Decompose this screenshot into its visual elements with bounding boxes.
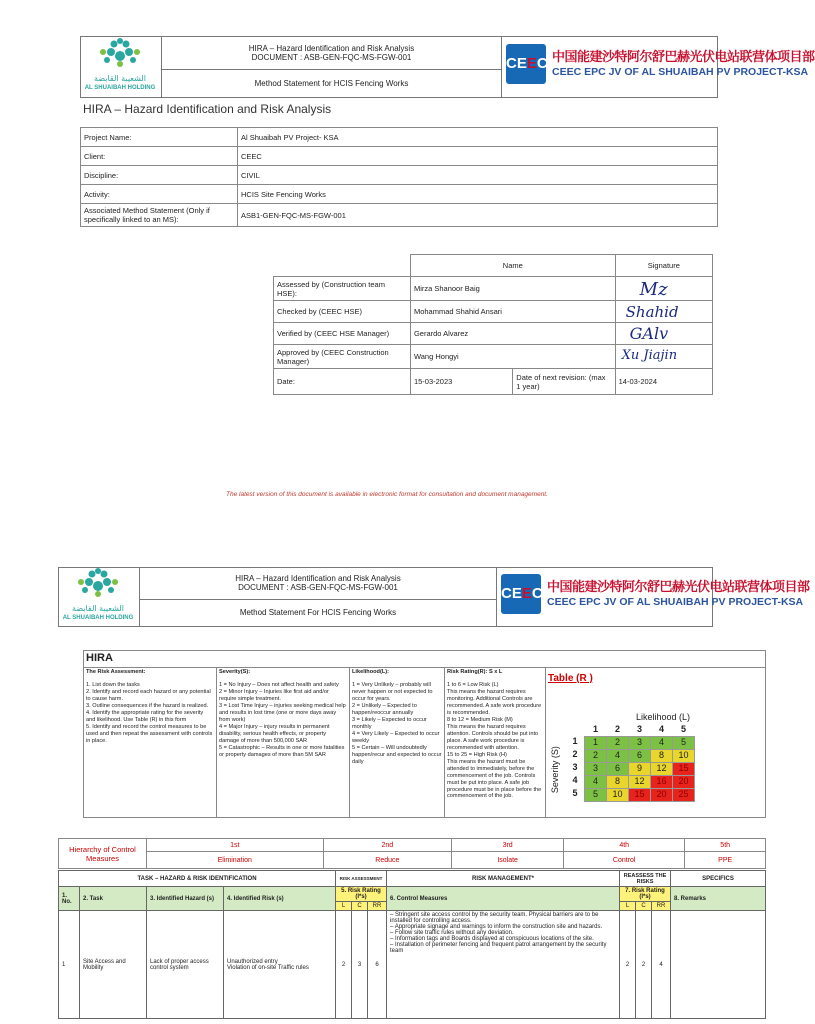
matrix-cell: 8 (607, 775, 629, 788)
row-hazard: Lack of proper access control system (147, 911, 224, 1019)
matrix-col-header: 3 (636, 723, 642, 734)
risk-management-header: RISK MANAGEMENT* (387, 871, 620, 887)
rating-title: Risk Rating(R): S x L (447, 668, 503, 675)
approval-name: Gerardo Alvarez (410, 323, 615, 345)
risk-step: 3. Outline consequences if the hazard is realized. (86, 702, 209, 709)
risk-assessment-header: RISK ASSESSMENT (336, 871, 387, 887)
matrix-cell: 6 (629, 749, 651, 762)
specifics-header: SPECIFICS (671, 871, 766, 887)
document-title (162, 37, 502, 70)
signature-header: Signature (615, 255, 712, 277)
row-no: 1 (59, 911, 80, 1019)
likelihood-text: 1 = Very Unlikely – probably will never happen or not expected to occur for years. 2 = Unlikely – Expected to happen/reoccur annually 3 = Likely – Expected to occur monthly 4 = Very Likely – Expected to occur weekly 5 = Certain – Will undoubtedly happen/recur and expected to occur daily (352, 681, 442, 765)
col-l: L (336, 902, 352, 911)
approval-name: Mirza Shanoor Baig (410, 277, 615, 301)
row-rr2: 4 (652, 911, 671, 1019)
activity-value: HCIS Site Fencing Works (238, 185, 718, 204)
approval-name: Mohammad Shahid Ansari (410, 301, 615, 323)
approval-row (274, 345, 713, 369)
date-row (274, 369, 713, 395)
hierarchy-level: Reduce (323, 852, 452, 869)
approval-row (274, 301, 713, 323)
row-rr: 6 (368, 911, 387, 1019)
matrix-row-header: 1 (572, 736, 578, 747)
row-task: Site Access and Mobility (80, 911, 147, 1019)
project-label: Project Name: (81, 128, 238, 147)
project-value: Al Shuaibah PV Project- KSA (238, 128, 718, 147)
hierarchy-level: Isolate (452, 852, 564, 869)
likelihood-cell (350, 667, 445, 817)
col-no: 1. No. (59, 887, 80, 911)
activity-row (81, 185, 718, 204)
col-rating: 5. Risk Rating (I*s) (336, 887, 387, 902)
col-c: C (636, 902, 652, 911)
control-item: – Follow site traffic rules without any deviation. (390, 930, 514, 936)
col-rr: RR (652, 902, 671, 911)
matrix-cell: 25 (673, 788, 695, 801)
ceec-logo-block (497, 568, 810, 627)
control-item: – Stringent site access control by the security team. Physical barriers are to be installed for controlling access. (390, 912, 599, 924)
col-hazard: 3. Identified Hazard (s) (147, 887, 224, 911)
row-c2: 2 (636, 911, 652, 1019)
page1-heading: HIRA – Hazard Identification and Risk Analysis (83, 102, 332, 116)
row-c: 3 (352, 911, 368, 1019)
hierarchy-order: 4th (564, 839, 685, 852)
project-row (81, 128, 718, 147)
matrix-cell: 15 (629, 788, 651, 801)
footer-note: The latest version of this document is available in electronic format for consultation and document management. (226, 491, 548, 498)
ceec-chinese-name: 中国能建沙特阿尔舒巴赫光伏电站联营体项目部 (552, 50, 815, 65)
matrix-cell: 9 (629, 762, 651, 775)
client-value: CEEC (238, 147, 718, 166)
next-revision-label: Date of next revision: (max 1 year) (513, 369, 615, 395)
table-r-cell (546, 667, 766, 817)
likelihood-title: Likelihood(L): (352, 668, 389, 675)
matrix-col-header: 2 (614, 723, 620, 734)
risk-step: 1. List down the tasks (86, 681, 140, 688)
matrix-col-header: 4 (658, 723, 664, 734)
risk-assessment-title: The Risk Assessment: (86, 668, 146, 675)
signature-cell (615, 277, 712, 301)
signature-cell (615, 345, 712, 369)
date-value: 15-03-2023 (410, 369, 512, 395)
flower-logo-icon (81, 38, 159, 78)
activity-label: Activity: (81, 185, 238, 204)
hierarchy-level: Control (564, 852, 685, 869)
signature: Mz (639, 279, 668, 300)
matrix-cell: 12 (651, 762, 673, 775)
approval-role: Assessed by (Construction team HSE): (274, 277, 411, 301)
col-rerating: 7. Risk Rating (I*s) (620, 887, 671, 902)
col-risk: 4. Identified Risk (s) (224, 887, 336, 911)
logo-english-text: AL SHUAIBAH HOLDING (84, 85, 156, 91)
col-controls: 6. Control Measures (387, 887, 620, 911)
matrix-cell: 10 (673, 749, 695, 762)
ceec-english-name: CEEC EPC JV OF AL SHUAIBAH PV PROJECT-KSA (552, 66, 809, 78)
logo-arabic-text: الشعيبة القابضة (94, 74, 146, 83)
row-remarks (671, 911, 766, 1019)
hierarchy-order: 3rd (452, 839, 564, 852)
signature: Shahid (625, 303, 679, 321)
matrix-cell: 3 (629, 736, 651, 749)
row-risk: Unauthorized entry Violation of on-site Traffic rules (224, 911, 336, 1019)
task-risk-table (58, 870, 766, 1019)
page2-header (58, 567, 810, 627)
row-l: 2 (336, 911, 352, 1019)
matrix-col-header: 5 (680, 723, 686, 734)
matrix-cell: 5 (585, 788, 607, 801)
title-line1: HIRA – Hazard Identification and Risk Analysis (248, 43, 415, 53)
signature: Xu Jiajin (621, 348, 678, 363)
title-line2: DOCUMENT : ASB-GEN-FQC-MS-FGW-001 (251, 52, 412, 62)
risk-step: 2. Identify and record each hazard or any potential to cause harm. (86, 688, 211, 702)
document-subtitle: Method Statement For HCIS Fencing Works (140, 599, 497, 626)
al-shuaibah-logo (81, 37, 162, 98)
logo-arabic-text: الشعيبة القابضة (72, 604, 124, 613)
logo-english-text: AL SHUAIBAH HOLDING (62, 615, 134, 621)
rating-text: 1 to 6 = Low Risk (L) This means the hazard requires monitoring. Additional Controls are recommended. A safe work procedure is recommended. 8 to 12 = Medium Risk (M) This means the hazard requires attention. Controls should be put into place. A safe work procedure is recommended with attention. 15 to 25 = High Risk (H) This means the hazard must be attended to immediately, before the commencement of the job. Controls must be put into place. A safe job procedure must be in place before the commencement of the job. (447, 681, 542, 800)
severity-cell (217, 667, 350, 817)
matrix-row-header: 5 (572, 788, 578, 799)
signature: GAlv (629, 324, 669, 343)
approvals-table (273, 254, 713, 395)
rating-cell (445, 667, 546, 817)
approval-name: Wang Hongyi (410, 345, 615, 369)
row-controls (387, 911, 620, 1019)
matrix-cell: 16 (651, 775, 673, 788)
client-row (81, 147, 718, 166)
matrix-cell: 10 (607, 788, 629, 801)
col-l: L (620, 902, 636, 911)
task-header: TASK – HAZARD & RISK IDENTIFICATION (59, 871, 336, 887)
risk-matrix (566, 724, 695, 802)
discipline-row (81, 166, 718, 185)
next-revision-value: 14-03-2024 (615, 369, 712, 395)
approval-row (274, 277, 713, 301)
hierarchy-order: 5th (685, 839, 766, 852)
hierarchy-of-controls (58, 838, 766, 869)
hierarchy-level: PPE (685, 852, 766, 869)
matrix-cell: 4 (651, 736, 673, 749)
risk-step: 4. Identify the appropriate rating for the severity and likelihood. Use Table (R) in this form (86, 709, 204, 723)
reassess-header: REASSESS THE RISKS (620, 871, 671, 887)
signature-cell (615, 301, 712, 323)
severity-axis-label: Severity (S) (549, 745, 560, 793)
table-row (59, 911, 766, 1019)
approval-role: Approved by (CEEC Construction Manager) (274, 345, 411, 369)
al-shuaibah-logo (59, 568, 140, 627)
matrix-cell: 3 (585, 762, 607, 775)
matrix-cell: 20 (673, 775, 695, 788)
matrix-cell: 5 (673, 736, 695, 749)
table-r-title: Table (R ) (548, 672, 593, 684)
col-task: 2. Task (80, 887, 147, 911)
document-subtitle: Method Statement for HCIS Fencing Works (162, 69, 502, 97)
project-info-table (80, 127, 718, 227)
control-item: – Installation of perimeter fencing and frequent patrol arrangement by the security team (390, 942, 607, 954)
hierarchy-label: Hierarchy of Control Measures (59, 839, 147, 869)
hira-info-table (83, 650, 766, 818)
approval-role: Verified by (CEEC HSE Manager) (274, 323, 411, 345)
matrix-cell: 4 (607, 749, 629, 762)
col-rr: RR (368, 902, 387, 911)
risk-assessment-cell (84, 667, 217, 817)
row-l2: 2 (620, 911, 636, 1019)
ceec-chinese-name: 中国能建沙特阿尔舒巴赫光伏电站联营体项目部 (547, 580, 810, 595)
date-label: Date: (274, 369, 411, 395)
title-line1: HIRA – Hazard Identification and Risk Analysis (235, 574, 401, 584)
client-label: Client: (81, 147, 238, 166)
risk-step: 5. Identify and record the control measures to be used and then repeat the assessment with controls in place. (86, 723, 213, 744)
matrix-cell: 12 (629, 775, 651, 788)
matrix-cell: 15 (673, 762, 695, 775)
matrix-cell: 6 (607, 762, 629, 775)
discipline-value: CIVIL (238, 166, 718, 185)
approval-role: Checked by (CEEC HSE) (274, 301, 411, 323)
col-remarks: 8. Remarks (671, 887, 766, 911)
matrix-cell: 20 (651, 788, 673, 801)
page1-header (80, 36, 815, 98)
matrix-cell: 1 (585, 736, 607, 749)
method-statement-label: Associated Method Statement (Only if specifically linked to an MS): (81, 204, 238, 227)
matrix-col-header: 1 (592, 723, 598, 734)
matrix-row-header: 2 (572, 749, 578, 760)
col-c: C (352, 902, 368, 911)
hierarchy-level: Elimination (147, 852, 324, 869)
matrix-cell: 2 (607, 736, 629, 749)
ceec-english-name: CEEC EPC JV OF AL SHUAIBAH PV PROJECT-KSA (547, 596, 804, 608)
matrix-row-header: 4 (572, 775, 578, 786)
ceec-logo-block (502, 37, 815, 98)
matrix-row-header: 3 (572, 762, 578, 773)
matrix-cell: 4 (585, 775, 607, 788)
hierarchy-order: 2nd (323, 839, 452, 852)
name-header: Name (410, 255, 615, 277)
hira-title: HIRA (84, 651, 766, 668)
method-statement-row (81, 204, 718, 227)
likelihood-axis-label: Likelihood (L) (636, 711, 691, 722)
title-line2: DOCUMENT : ASB-GEN-FQC-MS-FGW-001 (238, 583, 398, 593)
signature-cell (615, 323, 712, 345)
document-title (140, 568, 497, 600)
flower-logo-icon (59, 568, 137, 608)
blank-cell (274, 255, 411, 277)
control-item: – Appropriate signage and warnings to inform the construction site and hazards. (390, 924, 603, 930)
severity-title: Severity(S): (219, 668, 251, 675)
matrix-cell: 8 (651, 749, 673, 762)
discipline-label: Discipline: (81, 166, 238, 185)
control-item: – Information tags and Boards displayed at conspicuous locations of the site. (390, 936, 594, 942)
ceec-logo-icon: CEEC (506, 44, 546, 84)
ceec-logo-icon: CEEC (501, 574, 541, 614)
matrix-cell: 2 (585, 749, 607, 762)
hierarchy-order: 1st (147, 839, 324, 852)
severity-text: 1 = No Injury – Does not affect health and safety 2 = Minor Injury – Injuries like first aid and/or require simple treatment. 3 = Lost Time Injury – injuries seeking medical help and results in lost time (one or more days away from work) 4 = Major Injury – injury results in permanent disability, serious health effects, or property damage of more than 500,000 SAR 5 = Catastrophic – Results in one or more fatalities or property damages of more than 5M SAR (219, 681, 346, 758)
approval-row (274, 323, 713, 345)
method-statement-value: ASB1-GEN-FQC-MS-FGW-001 (238, 204, 718, 227)
